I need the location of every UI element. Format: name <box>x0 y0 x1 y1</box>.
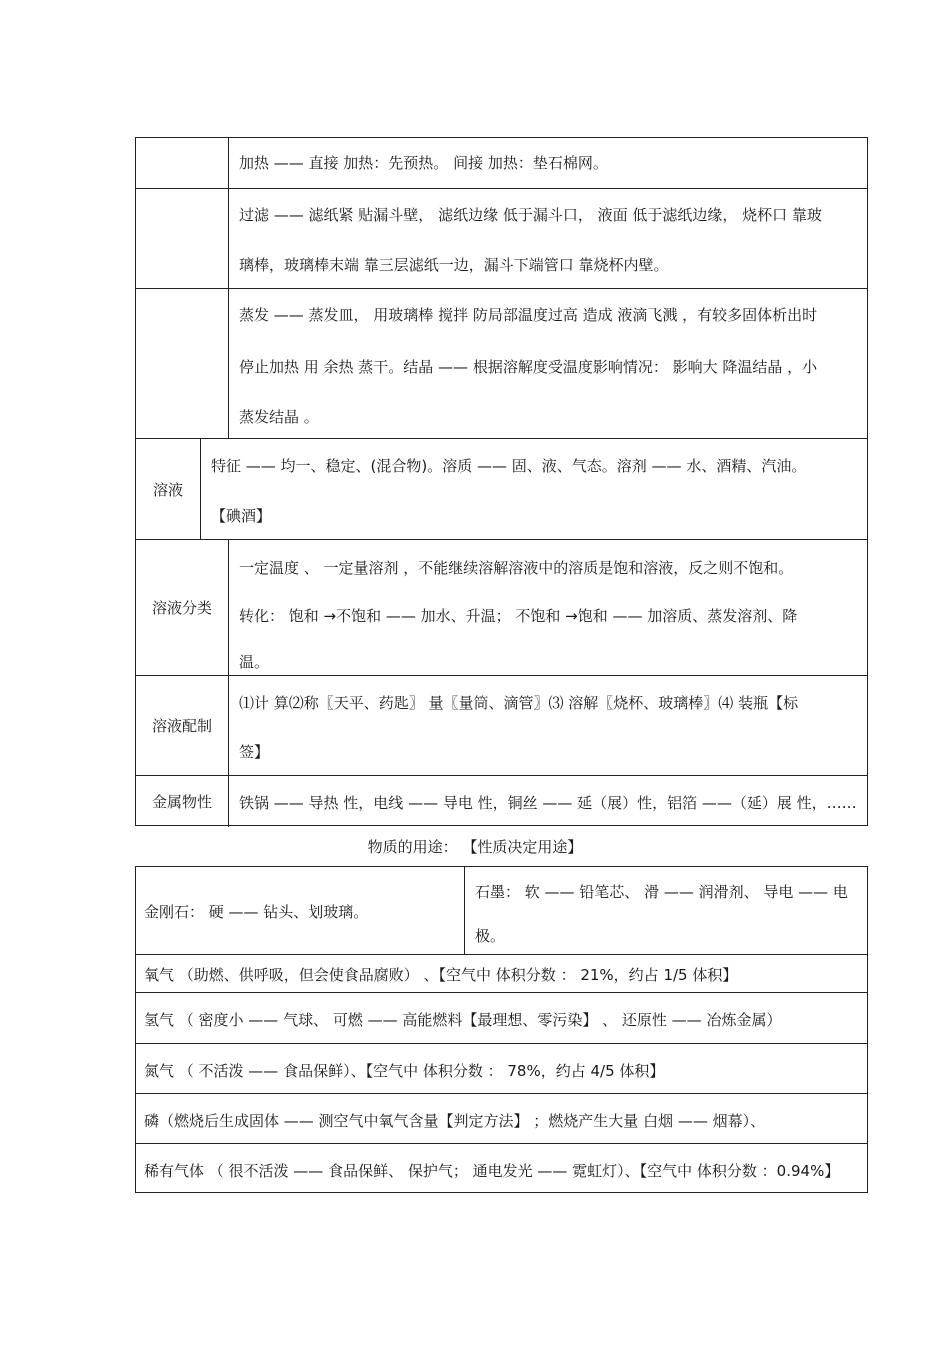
diamond-text: 金刚石： 硬 —— 钻头、划玻璃。 <box>144 903 369 921</box>
heating-text: 加热 —— 直接 加热：先预热。 间接 加热：垫石棉网。 <box>239 154 608 172</box>
row-oxygen <box>136 954 867 992</box>
row-solution <box>136 438 867 539</box>
row-preparation <box>136 675 867 775</box>
solution-label: 溶液 <box>136 439 201 539</box>
row-phosphorus <box>136 1093 867 1143</box>
row-evaporation <box>136 288 867 438</box>
metal-line-1: 铁锅 —— 导热 性，电线 —— 导电 性，铜丝 —— 延（展）性，铝箔 ——（延）展 性，…… <box>239 794 857 812</box>
row-heating <box>136 138 867 188</box>
hydrogen-text: 氢气 （ 密度小 —— 气球、 可燃 —— 高能燃料【最理想、零污染】 、 还原性 —— 冶炼金属） <box>144 1011 782 1029</box>
row-evaporation-label-cell <box>136 289 229 438</box>
evap-line-3: 蒸发结晶 。 <box>239 408 319 426</box>
uses-caption: 物质的用途： 【性质决定用途】 <box>367 838 583 856</box>
oxygen-text: 氧气 （助燃、供呼吸，但会使食品腐败） 、【空气中 体积分数 ： 21%，约占 1/5 体积】 <box>144 966 738 984</box>
preparation-label: 溶液配制 <box>136 676 229 775</box>
noble-gas-text: 稀有气体 （ 很不活泼 —— 食品保鲜、 保护气； 通电发光 —— 霓虹灯）、【空气中 体积分数 ：0.94%】 <box>144 1162 840 1180</box>
uses-table <box>135 866 868 1193</box>
row-preparation-content <box>229 676 867 775</box>
solution-line-2: 【碘酒】 <box>211 507 272 525</box>
graphite-cell <box>465 867 867 954</box>
preparation-line-2: 签】 <box>239 743 270 761</box>
row-classification-content <box>229 540 867 675</box>
row-metal-content <box>229 776 867 827</box>
classification-line-2: 转化： 饱和 →不饱和 —— 加水、升温； 不饱和 →饱和 —— 加溶质、蒸发溶剂、降 <box>239 607 798 625</box>
evap-line-2: 停止加热 用 余热 蒸干。结晶 —— 根据溶解度受温度影响情况： 影响大 降温结晶 ，小 <box>239 358 818 376</box>
classification-line-1: 一定温度 、 一定量溶剂 ，不能继续溶解溶液中的溶质是饱和溶液，反之则不饱和。 <box>239 559 794 577</box>
row-metal <box>136 775 867 827</box>
row-heating-label-cell <box>136 138 229 188</box>
row-carbon <box>136 867 867 954</box>
row-hydrogen <box>136 992 867 1043</box>
row-solution-content <box>201 439 867 539</box>
row-filter <box>136 188 867 288</box>
preparation-line-1: ⑴计 算⑵称〖天平、药匙〗 量〖量筒、滴管〗⑶ 溶解〖烧杯、玻璃棒〗⑷ 装瓶【标 <box>239 694 799 712</box>
graphite-line-1: 石墨： 软 —— 铅笔芯、 滑 —— 润滑剂、 导电 —— 电 <box>475 883 848 901</box>
nitrogen-text: 氮气 （ 不活泼 —— 食品保鲜）、【空气中 体积分数 ： 78%，约占 4/5 体积】 <box>144 1062 665 1080</box>
row-filter-content <box>229 189 867 288</box>
row-filter-label-cell <box>136 189 229 288</box>
classification-label: 溶液分类 <box>136 540 229 675</box>
metal-label: 金属物性 <box>136 776 229 827</box>
row-evaporation-content <box>229 289 867 438</box>
row-nitrogen <box>136 1043 867 1093</box>
row-heating-content <box>229 138 867 188</box>
experiment-table <box>135 137 868 826</box>
diamond-cell <box>136 867 465 954</box>
row-noble-gas <box>136 1143 867 1194</box>
phosphorus-text: 磷（燃烧后生成固体 —— 测空气中氧气含量【判定方法】 ；燃烧产生大量 白烟 —— 烟幕）、 <box>144 1112 766 1130</box>
solution-line-1: 特征 —— 均一、稳定、(混合物)。溶质 —— 固、液、气态。溶剂 —— 水、酒精、汽油。 <box>211 457 807 475</box>
row-classification <box>136 539 867 675</box>
graphite-line-2: 极。 <box>475 927 506 945</box>
evap-line-1: 蒸发 —— 蒸发皿， 用玻璃棒 搅拌 防局部温度过高 造成 液滴飞溅 ，有较多固体析出时 <box>239 306 818 324</box>
classification-line-3: 温。 <box>239 653 270 671</box>
filter-line-1: 过滤 —— 滤纸紧 贴漏斗壁， 滤纸边缘 低于漏斗口， 液面 低于滤纸边缘， 烧杯口 靠玻 <box>239 206 822 224</box>
filter-line-2: 璃棒，玻璃棒末端 靠三层滤纸一边，漏斗下端管口 靠烧杯内壁。 <box>239 256 669 274</box>
